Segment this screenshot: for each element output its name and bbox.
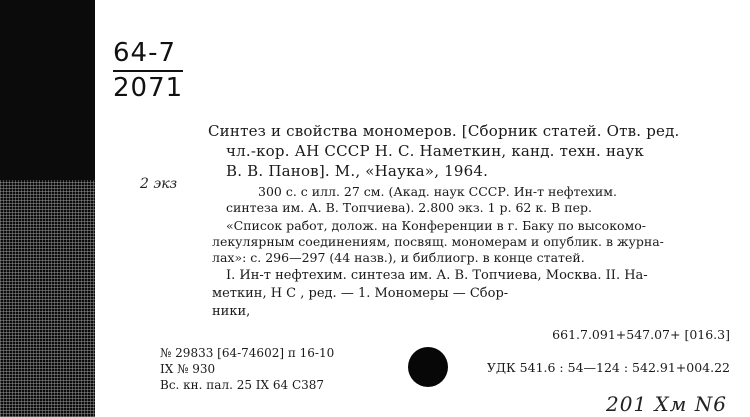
title-line-1: Синтез и свойства мономеров. [Сборник статей. Отв. ред. — [208, 122, 680, 140]
card-punch-hole — [408, 347, 448, 387]
note-line-1: «Список работ, долож. на Конференции в г. Баку по высокомо- — [226, 218, 647, 233]
classification-code: 661.7.091+547.07+ [016.3] — [552, 327, 730, 342]
call-number — [113, 38, 183, 103]
subject-line-3: ники, — [212, 304, 251, 319]
description-line-2: синтеза им. А. В. Топчиева). 2.800 экз. 1 р. 62 к. В пер. — [226, 200, 592, 215]
subject-line-2: меткин, Н С , ред. — 1. Мономеры — Сбор- — [212, 286, 509, 301]
subject-line-1: I. Ин-т нефтехим. синтеза им. А. В. Топчиева, Москва. II. На- — [226, 268, 648, 283]
description-line-1: 300 с. с илл. 27 см. (Акад. наук СССР. Ин-т нефтехим. — [258, 184, 617, 199]
call-number-top: 64-7 — [113, 38, 177, 68]
call-number-bottom: 2071 — [113, 70, 183, 103]
inventory-line-2: IX № 930 — [160, 362, 216, 376]
udc-code: УДК 541.6 : 54—124 : 542.91+004.22 — [486, 360, 730, 375]
note-line-3: лах»: с. 296—297 (44 назв.), и библиогр. в конце статей. — [212, 250, 585, 265]
scan-top-margin — [95, 0, 750, 34]
title-line-3: В. В. Панов]. М., «Наука», 1964. — [226, 162, 489, 180]
handwritten-bottom-note: 201 Хм N6 — [606, 392, 727, 416]
inventory-line-3: Вс. кн. пал. 25 IX 64 С387 — [160, 378, 325, 392]
note-line-2: лекулярным соединениям, посвящ. мономерам и опублик. в журна- — [212, 234, 664, 249]
handwritten-margin-note: 2 экз — [140, 176, 178, 192]
inventory-line-1: № 29833 [64-74602] п 16-10 — [160, 346, 335, 360]
scan-edge-dither — [0, 180, 95, 417]
title-line-2: чл.-кор. АН СССР Н. С. Наметкин, канд. техн. наук — [226, 142, 644, 160]
